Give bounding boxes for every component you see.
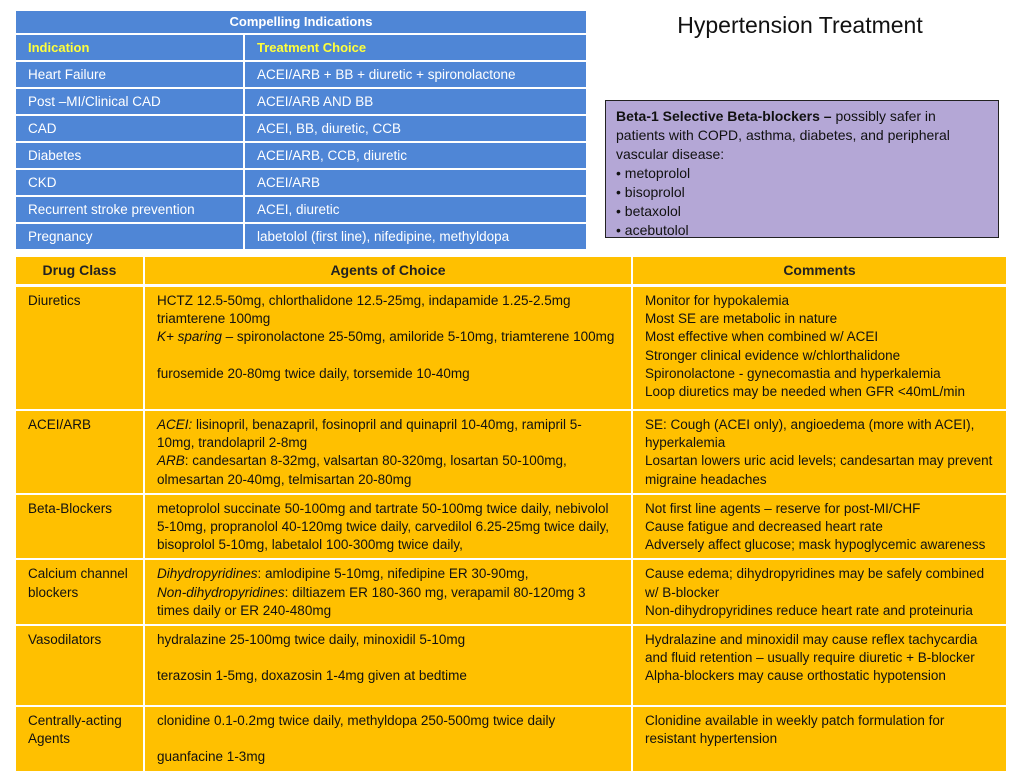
ci-row	[15, 88, 587, 115]
agents-text: : candesartan 8-32mg, valsartan 80-320mg, losartan 50-100mg, olmesartan 20-40mg, telmisartan 20-80mg	[157, 453, 567, 487]
agents-cell	[144, 706, 632, 772]
comment-line: Not first line agents – reserve for post-MI/CHF	[645, 500, 921, 516]
table-row	[15, 410, 1007, 494]
agents-cell	[144, 410, 632, 494]
spacer	[157, 649, 619, 667]
comment-line: Hydralazine and minoxidil may cause reflex tachycardia and fluid retention – usually require diuretic + B-blocker	[645, 632, 978, 666]
list-item: • metoprolol	[616, 164, 988, 183]
col-agents: Agents of Choice	[144, 256, 632, 286]
ci-indication: CKD	[15, 169, 244, 196]
agents-text: : amlodipine 5-10mg, nifedipine ER 30-90mg,	[257, 566, 529, 582]
comment-line: Alpha-blockers may cause orthostatic hypotension	[645, 668, 946, 684]
agents-line: terazosin 1-5mg, doxazosin 1-4mg given at bedtime	[157, 668, 467, 684]
ci-row	[15, 223, 587, 250]
compelling-indications-table	[14, 9, 588, 251]
ci-treatment: ACEI, BB, diuretic, CCB	[244, 115, 587, 142]
ci-treatment: ACEI/ARB, CCB, diuretic	[244, 142, 587, 169]
list-item: • acebutolol	[616, 221, 988, 240]
agents-line: furosemide 20-80mg twice daily, torsemide 10-40mg	[157, 365, 470, 381]
ci-col-indication: Indication	[15, 34, 244, 61]
col-drug-class: Drug Class	[15, 256, 144, 286]
ci-indication: Recurrent stroke prevention	[15, 196, 244, 223]
comment-line: SE: Cough (ACEI only), angioedema (more with ACEI), hyperkalemia	[645, 417, 975, 451]
comments-cell	[632, 559, 1007, 625]
comment-line: Spironolactone - gynecomastia and hyperkalemia	[645, 365, 941, 381]
ci-col-treatment: Treatment Choice	[244, 34, 587, 61]
ci-treatment: ACEI/ARB AND BB	[244, 88, 587, 115]
comments-cell	[632, 625, 1007, 706]
agents-subclass: Dihydropyridines	[157, 566, 258, 582]
comments-cell	[632, 706, 1007, 772]
table-row	[15, 286, 1007, 411]
spacer	[157, 347, 619, 365]
comment-line: Stronger clinical evidence w/chlorthalidone	[645, 347, 901, 363]
spacer	[157, 730, 619, 748]
agents-text: : diltiazem ER 180-360 mg, verapamil 80-120mg 3 times daily or ER 240-480mg	[157, 584, 586, 618]
agents-line	[157, 565, 619, 583]
comment-line: Monitor for hypokalemia	[645, 293, 790, 308]
comment-line: Adversely affect glucose; mask hypoglycemic awareness	[645, 537, 986, 553]
ci-row	[15, 61, 587, 88]
ci-header-row	[15, 34, 587, 61]
drug-class: Calcium channel blockers	[15, 559, 144, 625]
agents-cell	[144, 494, 632, 560]
agents-cell	[144, 625, 632, 706]
beta-box-list	[616, 164, 988, 240]
ci-row	[15, 142, 587, 169]
agents-subclass: K+ sparing	[157, 329, 222, 345]
comment-line: Cause edema; dihydropyridines may be safely combined w/ B-blocker	[645, 566, 985, 600]
agents-text: – spironolactone 25-50mg, amiloride 5-10mg, triamterene 100mg	[221, 329, 615, 345]
agents-line: clonidine 0.1-0.2mg twice daily, methyldopa 250-500mg twice daily	[157, 713, 556, 729]
drug-class: ACEI/ARB	[15, 410, 144, 494]
list-item: • bisoprolol	[616, 183, 988, 202]
agents-line	[157, 584, 619, 620]
ci-indication: Post –MI/Clinical CAD	[15, 88, 244, 115]
agents-line: metoprolol succinate 50-100mg and tartrate 50-100mg twice daily, nebivolol 5-10mg, propranolol 40-120mg twice daily, carvedilol 6.25-25mg twice daily, bisoprolol 5-10mg, labetalol 100-300mg twice daily,	[157, 500, 609, 553]
drug-class: Vasodilators	[15, 625, 144, 706]
ci-indication: CAD	[15, 115, 244, 142]
comment-line: Loop diuretics may be needed when GFR <40mL/min	[645, 384, 966, 400]
agents-line: hydralazine 25-100mg twice daily, minoxidil 5-10mg	[157, 632, 466, 648]
ci-treatment: ACEI, diuretic	[244, 196, 587, 223]
comments-cell	[632, 494, 1007, 560]
drug-class-table	[14, 255, 1008, 773]
comment-line: Non-dihydropyridines reduce heart rate and proteinuria	[645, 602, 973, 618]
beta-box-lead: Beta-1 Selective Beta-blockers –	[616, 108, 832, 124]
drug-header-row	[15, 256, 1007, 286]
comment-line: Losartan lowers uric acid levels; candesartan may prevent migraine headaches	[645, 453, 993, 487]
agents-cell	[144, 559, 632, 625]
comment-line: Most SE are metabolic in nature	[645, 311, 838, 327]
table-row	[15, 559, 1007, 625]
ci-treatment: ACEI/ARB + BB + diuretic + spironolactone	[244, 61, 587, 88]
ci-row	[15, 169, 587, 196]
agents-line: HCTZ 12.5-50mg, chlorthalidone 12.5-25mg, indapamide 1.25-2.5mg	[157, 293, 571, 308]
ci-title-row	[15, 10, 587, 34]
comment-line: Clonidine available in weekly patch formulation for resistant hypertension	[645, 713, 945, 747]
ci-row	[15, 196, 587, 223]
comment-line: Most effective when combined w/ ACEI	[645, 329, 879, 345]
comments-cell	[632, 410, 1007, 494]
table-row	[15, 494, 1007, 560]
ci-treatment: labetolol (first line), nifedipine, methyldopa	[244, 223, 587, 250]
agents-line	[157, 328, 619, 346]
ci-treatment: ACEI/ARB	[244, 169, 587, 196]
agents-line: triamterene 100mg	[157, 311, 271, 327]
page-title: Hypertension Treatment	[677, 12, 923, 38]
ci-indication: Diabetes	[15, 142, 244, 169]
comments-cell	[632, 286, 1007, 411]
agents-subclass: ACEI:	[157, 417, 193, 432]
ci-indication: Pregnancy	[15, 223, 244, 250]
comment-line: Cause fatigue and decreased heart rate	[645, 519, 883, 535]
table-row	[15, 706, 1007, 772]
agents-subclass: ARB	[157, 453, 185, 469]
agents-text: lisinopril, benazapril, fosinopril and quinapril 10-40mg, ramipril 5-10mg, trandolapril 2-8mg	[157, 417, 582, 451]
drug-class: Centrally-acting Agents	[15, 706, 144, 772]
agents-subclass: Non-dihydropyridines	[157, 584, 285, 600]
agents-line	[157, 416, 619, 452]
beta-selective-info-box	[605, 100, 999, 238]
drug-class: Beta-Blockers	[15, 494, 144, 560]
table-row	[15, 625, 1007, 706]
agents-line	[157, 452, 619, 488]
ci-indication: Heart Failure	[15, 61, 244, 88]
agents-line: guanfacine 1-3mg	[157, 749, 266, 765]
agents-cell	[144, 286, 632, 411]
ci-row	[15, 115, 587, 142]
col-comments: Comments	[632, 256, 1007, 286]
drug-class: Diuretics	[15, 286, 144, 411]
ci-table-title: Compelling Indications	[15, 10, 587, 34]
list-item: • betaxolol	[616, 202, 988, 221]
beta-box-text: possibly safer in patients with COPD, asthma, diabetes, and peripheral vascular disease:	[616, 108, 950, 162]
